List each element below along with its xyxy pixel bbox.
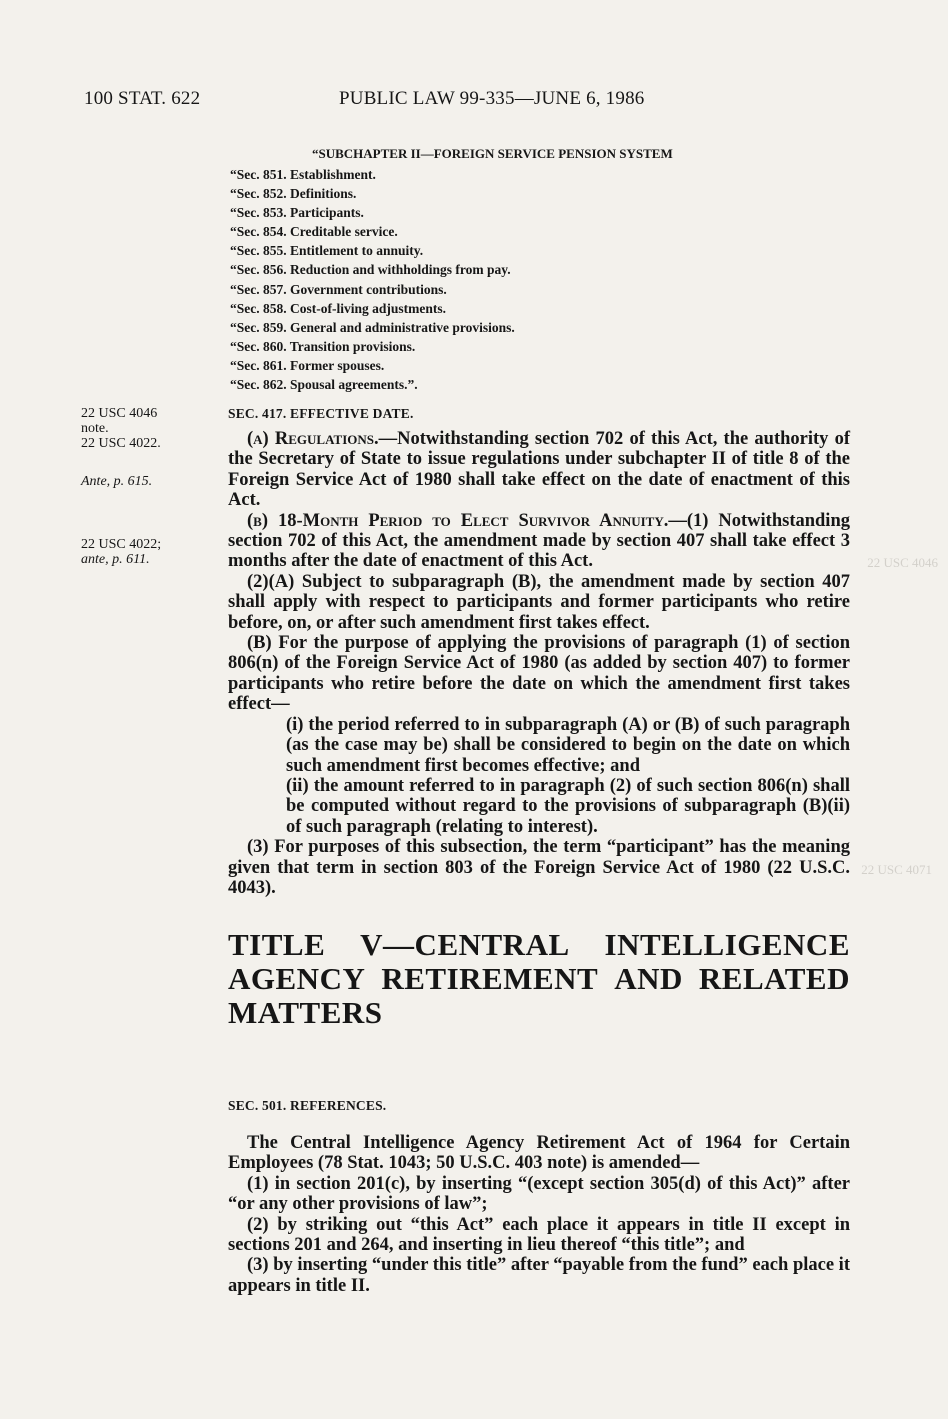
section-501 (228, 1098, 850, 1296)
law-title: PUBLIC LAW 99-335—JUNE 6, 1986 (339, 88, 645, 109)
paragraph: (B) For the purpose of applying the provisions of paragraph (1) of section 806(n) of the Foreign Service Act of 1980 (as added by section 407) to former participants who retire before the date on which the amendment first takes effect— (228, 633, 850, 715)
toc-title: “SUBCHAPTER II—FOREIGN SERVICE PENSION SYSTEM (312, 146, 673, 161)
paragraph: (3) by inserting “under this title” after “payable from the fund” each place it appears in title II. (228, 1255, 850, 1296)
section-heading: SEC. 417. EFFECTIVE DATE. (228, 406, 414, 421)
toc-item: “Sec. 862. Spousal agreements.”. (230, 377, 418, 393)
toc-item: “Sec. 855. Entitlement to annuity. (230, 243, 424, 259)
section-417 (228, 406, 850, 898)
paragraph: (a) Regulations.—Notwithstanding section 702 of this Act, the authority of the Secretary of State to issue regulations under subchapter II of title 8 of the Foreign Service Act of 1980 shall take effect on the date of enactment of this Act. (228, 429, 851, 511)
paragraph: (2) by striking out “this Act” each place it appears in title II except in sections 201 and 264, and inserting in lieu thereof “this title”; and (228, 1214, 850, 1256)
toc-item: “Sec. 854. Creditable service. (230, 224, 398, 240)
paragraph: (i) the period referred to in subparagraph (A) or (B) of such paragraph (as the case may be) shall be considered to begin on the date on which such amendment first becomes effective; and (286, 714, 850, 776)
section-body (228, 1133, 850, 1296)
toc-item: “Sec. 853. Participants. (230, 205, 364, 221)
toc-item: “Sec. 852. Definitions. (230, 186, 357, 202)
toc-item: “Sec. 851. Establishment. (230, 167, 376, 182)
paragraph: (2)(A) Subject to subparagraph (B), the amendment made by section 407 shall apply with respect to participants and former participants who retire before, on, or after such amendment first takes effect. (228, 571, 850, 633)
section-heading: SEC. 501. REFERENCES. (228, 1098, 387, 1113)
toc-item: “Sec. 860. Transition provisions. (230, 338, 416, 354)
section-body (228, 429, 850, 898)
bleed-through-text: 22 USC 4071 (861, 862, 932, 877)
margin-note: Ante, p. 615. (81, 474, 153, 489)
toc-item: “Sec. 861. Former spouses. (230, 357, 385, 373)
bleed-through-text: 22 USC 4046 (867, 555, 938, 570)
paragraph: The Central Intelligence Agency Retirement Act of 1964 for Certain Employees (78 Stat. 1043; 50 U.S.C. 403 note) is amended— (228, 1133, 850, 1174)
toc-item: “Sec. 859. General and administrative provisions. (230, 319, 515, 335)
paragraph: (3) For purposes of this subsection, the term “participant” has the meaning given that term in section 803 of the Foreign Service Act of 1980 (22 U.S.C. 4043). (228, 837, 850, 898)
margin-note: 22 USC 4046 note. 22 USC 4022. (81, 406, 161, 451)
title-v-heading: TITLE V—CENTRAL INTELLIGENCE AGENCY RETIREMENT AND RELATED MATTERS (228, 927, 850, 1030)
margin-note: 22 USC 4022; ante, p. 611. (81, 537, 162, 567)
toc-item: “Sec. 858. Cost-of-living adjustments. (230, 300, 446, 316)
paragraph: (1) in section 201(c), by inserting “(except section 305(d) of this Act)” after “or any other provisions of law”; (228, 1173, 850, 1215)
paragraph: (b) 18-Month Period to Elect Survivor Annuity.—(1) Notwithstanding section 702 of this Act, the amendment made by section 407 shall take effect 3 months after the date of enactment of this Act. (228, 510, 850, 572)
table-of-contents (230, 165, 515, 394)
page-reference: 100 STAT. 622 (84, 88, 201, 109)
toc-item: “Sec. 857. Government contributions. (230, 281, 447, 297)
toc-item: “Sec. 856. Reduction and withholdings from pay. (230, 262, 511, 278)
paragraph: (ii) the amount referred to in paragraph (2) of such section 806(n) shall be computed without regard to the provisions of subparagraph (B)(ii) of such paragraph (relating to interest). (286, 775, 850, 837)
